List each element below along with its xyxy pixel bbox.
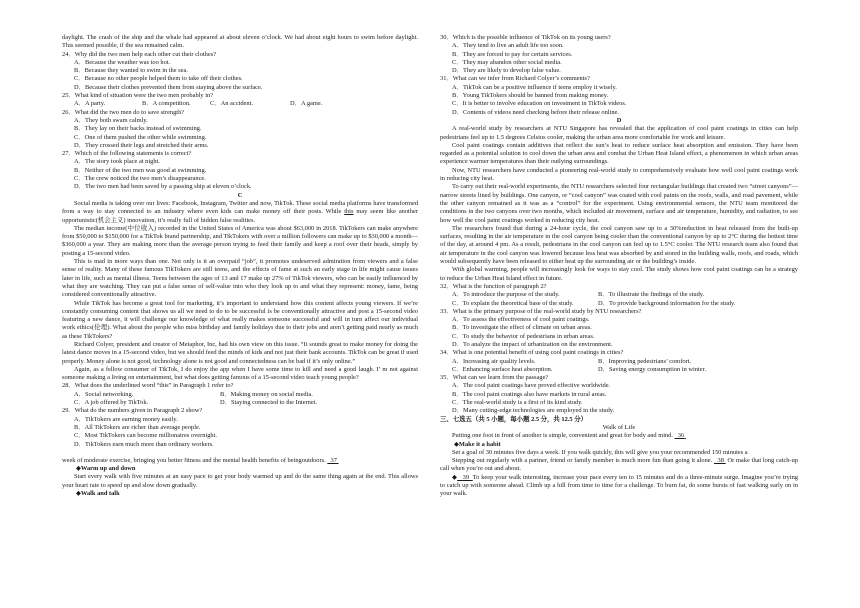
question-24: 24．Why did the two men help each other cut their clothes? — [62, 50, 217, 58]
question-35: 35．What can we learn from the passage? — [440, 374, 549, 382]
question-32: 32．What is the function of paragraph 2? — [440, 282, 547, 290]
options-34-cd — [440, 366, 798, 374]
option-31b: B．Young TikTokers should be banned from making money. — [452, 92, 609, 100]
options-25 — [62, 100, 418, 108]
blank-36: 36 — [677, 432, 685, 440]
paragraph-warm-up: Start every walk with five minutes at an easy pace to get your body warmed up and do the same thing again at the end. This allows your heart rate to speed up and slow down gradually. — [62, 473, 418, 489]
left-column — [62, 34, 418, 498]
option-30b: B．They are forced to pay for certain services. — [452, 50, 573, 58]
heading-warm-up: ◆Warm up and down — [76, 465, 136, 473]
option-32c: C．To explain the theoretical base of the study. — [452, 299, 574, 307]
question-30: 30．Which is the possible influence of TikTok on its young users? — [440, 34, 611, 41]
option-34d: D．Saving energy consumption in winter. — [598, 365, 706, 373]
option-31d: D．Contents of videos need checking before their release online. — [452, 108, 619, 116]
option-24c: C．Because no other people helped them to take off their clothes. — [74, 75, 243, 83]
option-33b: B．To investigate the effect of climate on urban areas. — [452, 324, 592, 332]
paragraph-c2: The median income(中位收入) recorded in the United States of America was about $63,000 in 2018. TikTokers can make anywhere from $50,000 to $150,000 for a TikTok brand partnership, and TikTokers with over a million followers can make up to $30,000 a month—$360,000 a year. They are making more than the average person trying to feed their family and keep a roof over their heads, simply by posting a 15-second video. — [62, 224, 418, 257]
option-28b: B．Making money on social media. — [220, 390, 313, 398]
option-27a: A．The story took place at night. — [74, 158, 160, 166]
blank-37: 37 — [330, 456, 337, 464]
option-27d: D．The two men had been saved by a passing ship at eleven o’clock. — [74, 183, 252, 191]
question-34: 34．What is one potential benefit of using cool paint coatings in cities? — [440, 349, 624, 357]
option-28d: D．Staying connected to the Internet. — [220, 399, 318, 407]
walk-continuation: week of moderate exercise, bringing you better fitness and the mental health benefits of beingoutdoors. 37 — [62, 456, 337, 464]
option-31c: C．It is better to involve education on investment in TikTok videos. — [452, 100, 627, 108]
option-28a: A．Social networking. — [74, 390, 134, 398]
option-35d: D．Many cutting-edge technologies are employed in the study. — [452, 407, 615, 415]
blank-39: 39 — [462, 473, 470, 481]
option-25c: C．An accident. — [210, 100, 253, 108]
options-32-ab — [440, 291, 798, 299]
option-29c: C．Most TikTokers can become millionaires overnight. — [74, 432, 217, 440]
option-29d: D．TikTokers earn much more than ordinary workers. — [74, 440, 214, 448]
option-33c: C．To study the behavior of pedestrians in urban areas. — [452, 332, 595, 340]
option-26c: C．One of them pushed the other while swimming. — [74, 133, 207, 141]
options-28-cd — [62, 399, 418, 407]
option-34a: A．Increasing air quality levels. — [452, 357, 536, 365]
option-26a: A．They both swam calmly. — [74, 116, 148, 124]
option-30a: A．They tend to live an adult life too soon. — [452, 42, 564, 50]
option-35b: B．The cool paint coatings also have markets in rural areas. — [452, 390, 607, 398]
question-33: 33．What is the primary purpose of the real-world study by NTU researchers? — [440, 307, 642, 315]
option-31a: A．TikTok can be a positive influence if teens employ it wisely. — [452, 83, 617, 91]
option-25a: A．A party. — [74, 100, 106, 108]
paragraph-d1: A real-world study by researchers at NTU Singapore has revealed that the application of cool paint coatings in cities can help pedestrians feel up to 1.5 degrees Celsius cooler, making the urban area more comfortable for work and leisure. — [440, 125, 798, 141]
section-3-heading: 三、七选五（共 5 小题，每小题 2.5 分，共 12.5 分） — [440, 415, 587, 423]
option-33d: D．To analyze the impact of urbanization on the environment. — [452, 340, 613, 348]
paragraph-c4: While TikTok has become a great tool for marketing, it’s important to understand how this content affects young viewers. If we’re constantly consuming content that shows us all we need to do to be successful is be conventionally attractive and post a 15-second video featuring a new dance, it will challenge our knowledge of what really makes someone successful and will in turn affect our individual work ethics(伦理). What about the people who miss birthday and family holidays due to their jobs and aren’t getting paid nearly as much as these TikTokers? — [62, 299, 418, 340]
option-24d: D．Because their clothes prevented them from staying above the surface. — [74, 83, 263, 91]
question-28: 28．What does the underlined word “this” in Paragraph 1 refer to? — [62, 382, 234, 390]
option-32b: B．To illustrate the findings of the study. — [598, 291, 705, 299]
option-35c: C．The real-world study is a first of its kind study. — [452, 399, 583, 407]
paragraph-c6: Again, as a fellow consumer of TikTok, I do enjoy the app when I have some time to kill and need a good laugh. I’ m not against someone making a living on entertainment, but what does getting famous of a 15-second video teach young people? — [62, 365, 418, 382]
option-26b: B．They lay on their backs instead of swimming. — [74, 125, 202, 133]
option-32d: D．To provide background information for the study. — [598, 299, 736, 307]
option-34b: B．Improving pedestrians’ comfort. — [598, 357, 692, 365]
question-29: 29．What do the numbers given in Paragraph 2 show? — [62, 407, 203, 415]
section-d-heading: D — [616, 116, 622, 124]
paragraph-habit: Set a goal of 30 minutes five days a week. If you walk quickly, this will give you your recommended 150 minutes a — [452, 448, 748, 456]
option-27c: C．The crew noticed the two men’s disappearance. — [74, 175, 206, 183]
option-30d: D．They are likely to develop false value. — [452, 67, 561, 75]
paragraph-blank-39: ◆ 39 To keep your walk interesting, increase your pace every ten to 15 minutes and do a three-minute surge. Imagine you’re trying to catch up with someone ahead. Climb up a hill from time to time for a challenge. To burn fat, do some bursts of fast walking early on in your walk. — [440, 473, 799, 498]
paragraph-d2: Cool paint coatings contain additives that reflect the sun’s heat to reduce surface heat absorption and emission. They have been regarded as a potential solution to cool down the urban area and combat the Urban Heat Island effect, a phenomenon in which urban areas experience warmer temperatures than their outlying surroundings. — [440, 141, 798, 166]
paragraph-walk-intro: Putting one foot in front of another is simple, convenient and great for body and mind. 36 — [452, 432, 685, 440]
option-24a: A．Because the weather was too hot. — [74, 58, 171, 66]
question-25: 25．What kind of situation were the two men probably in? — [62, 92, 214, 100]
question-26: 26．What did the two men do to save strength? — [62, 108, 185, 116]
paragraph-d5: The researchers found that during a 24-hour cycle, the cool canyon saw up to a 30%reduction in heat released from the built-up surfaces, resulting in the air temperature in the cool canyon being cooler than the conventional canyon by up to 2°C during the hottest time of the day, at around 4 pm. As a result, pedestrians in the cool canyon can feel up to 1.5°C cooler. The NTU research team also found that air temperature in the cool canyon was lowered because less heat was absorbed by and stored in the building walls, roofs, and roads, which would subsequently have been released to either heat up the surrounding air or the building’s inside. — [440, 224, 798, 266]
option-30c: C．They may abandon other social media. — [452, 58, 562, 66]
paragraph-c5: Richard Colyer, president and creator of Metaphor, Inc, had his own view on this issue. “It sounds great to make money for doing the latest dance moves in a 15-second video, but we should feed the minds of kids and not just their bank accounts. TikTok can be great if used properly. Money alone is not good, technology alone is not good and connectedness can be bad if it’s only online.” — [62, 340, 418, 365]
option-29a: A．TikTokers are earning money easily. — [74, 415, 178, 423]
paragraph-d3: Now, NTU researchers have conducted a pioneering real-world study to comprehensively evaluate how well cool paint coatings work in reducing city heat. — [440, 166, 798, 183]
story-ending: daylight. The crash of the ship and the whale had appeared at about eleven o’clock. We had about eight hours to swim before daylight. This seemed possible, if the sea remained calm. — [62, 34, 418, 50]
option-25b: B．A competition. — [142, 100, 191, 108]
option-35a: A．The cool paint coatings have proved effective worldwide. — [452, 382, 611, 390]
paragraph-d4: To carry out their real-world experiments, the NTU researchers selected four rectangular buildings that created two “street canyons”—narrow streets lined by buildings. One canyon, or “cool canyon” was coated with cool paints on the roofs, walls, and road pavement, while the other canyon remained as it was as a “control” for the experiment. Using environmental sensors, the NTU team monitored the conditions in the two canyons over two months, which included air movement, surface and air temperature, humidity, and radiation, to see how well the cool paint coatings worked in reducing city heat. — [440, 183, 798, 224]
option-25d: D．A game. — [290, 100, 323, 108]
paragraph-c1: Social media is taking over our lives: Facebook, Instagram, Twitter and now, TikTok. These social media platforms have transformed from a way to stay connected to an industry where even kids can make money off their posts. While this may seem like another opportunistic(机会主义) innovation, it’s really full of hidden false realities. — [62, 199, 418, 224]
paragraph-d6: With global warming, people will increasingly look for ways to stay cool. The study shows how cool paint coatings can be a strategy to reduce the Urban Heat Island effect in future. — [440, 266, 798, 282]
option-24b: B．Because they wanted to swim in the sea. — [74, 67, 188, 75]
right-column — [440, 34, 798, 499]
option-26d: D．They crossed their legs and stretched their arms. — [74, 141, 209, 149]
option-33a: A．To assess the effectiveness of cool paint coatings. — [452, 316, 590, 324]
options-32-cd — [440, 300, 798, 308]
heading-make-habit: ◆Make it a habit — [454, 440, 501, 448]
underlined-word-this: this — [344, 208, 354, 216]
paragraph-c3: This is mad in more ways than one. Not only is it an overpaid “job”, it promotes undeserved admiration from viewers and a false sense of reality. Many of these famous TikTokers are still teens, and the effects of fame at such an early stage in life might cause issues later in life, such as mental illness. Teens between the ages of 13 and 17 make up 27% of TikTok viewers, who can be easily influenced by what they are watching. They can put a false sense of self-value into who they look up to and what they represent: money, fame, being considered conventionally attractive. — [62, 258, 418, 299]
options-34-ab — [440, 358, 798, 366]
option-29b: B．All TikTokers are richer than average people. — [74, 423, 201, 431]
option-34c: C．Enhancing surface heat absorption. — [452, 365, 553, 373]
option-32a: A．To introduce the purpose of the study. — [452, 291, 560, 299]
options-28-ab — [62, 391, 418, 399]
question-31: 31．What can we infer from Richard Colyer’s comments? — [440, 75, 590, 83]
passage-title: Walk of Life — [602, 423, 636, 431]
heading-walk-talk: ◆Walk and talk — [76, 490, 120, 498]
section-c-heading: C — [237, 191, 243, 199]
paragraph-partner: Stepping out regularly with a partner, friend or family member is much more fun than going it alone. 38 Or make that long catch-up call when you’re out and about. — [440, 457, 798, 473]
question-27: 27．Which of the following statements is correct? — [62, 150, 192, 158]
blank-38: 38 — [717, 457, 724, 465]
option-28c: C．A job offered by TikTok. — [74, 399, 149, 407]
option-27b: B．Neither of the two men was good at swimming. — [74, 166, 207, 174]
